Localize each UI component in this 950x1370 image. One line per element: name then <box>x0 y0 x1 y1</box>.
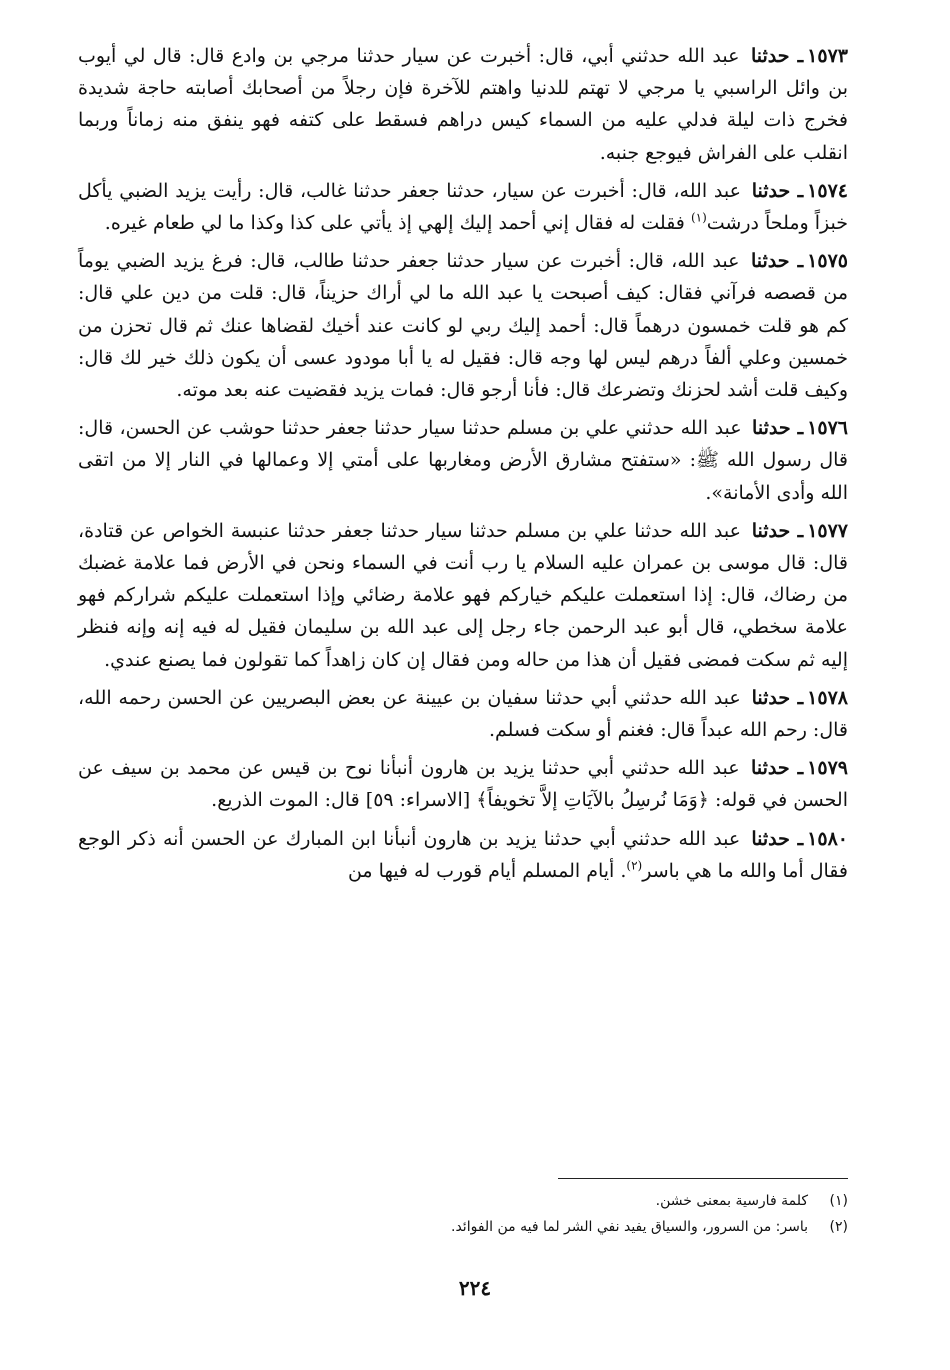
hadith-entry <box>78 40 848 169</box>
entry-heading: ـ حدثنا <box>751 519 804 542</box>
entry-number: ١٥٧٦ <box>807 417 848 440</box>
footnote-number: (٢) <box>829 1219 848 1235</box>
entry-text: عبد الله حدثنا علي بن مسلم حدثنا سيار حدثنا جعفر حدثنا عنبسة الخواص عن قتادة، قال: قال موسى بن عمران عليه السلام يا رب أنت في السماء ونحن في الأرض فما علامة غضبك من رضاك، قال: إذا استعملت عليكم خياركم فهو علامة رضائي وإذا استعملت عليكم شراركم فهو علامة سخطي، قال أبو عبد الرحمن جاء رجل إلى عبد الله بن سليمان فقيل له فيه إنه وإنه فنظر إليه ثم سكت فمضى فقيل أن هذا من حاله ومن فقال إن كان زاهداً كما تقولون فما يصنع عندي. <box>78 519 848 671</box>
entry-heading: ـ حدثنا <box>751 686 804 709</box>
entry-heading: ـ حدثنا <box>752 417 804 440</box>
hadith-entry <box>78 245 848 406</box>
entry-number: ١٥٧٥ <box>807 250 848 273</box>
footnote-number: (١) <box>829 1193 848 1209</box>
footnote <box>78 1214 848 1240</box>
entry-text: عبد الله حدثني أبي حدثنا سفيان بن عيينة عن بعض البصريين عن الحسن رحمه الله، قال: رحم الله عبداً قال: فغنم أو سكت فسلم. <box>78 686 848 742</box>
hadith-entry <box>78 515 848 676</box>
entry-text: عبد الله حدثني أبي حدثنا يزيد بن هارون أنبأنا نوح بن قيس عن محمد بن سيف عن الحسن في قوله: ﴿وَمَا نُرسِلُ بالآيَاتِ إلاَّ تخويفاً﴾ [الاسراء: ٥٩] قال: الموت الذريع. <box>78 757 848 812</box>
footnotes <box>78 1188 848 1240</box>
footnote-ref: (٢) <box>626 858 643 873</box>
entry-heading: ـ حدثنا <box>751 179 804 202</box>
entry-text: عبد الله حدثني أبي حدثنا يزيد بن هارون أنبأنا ابن المبارك عن الحسن أنه ذكر الوجع فقال أما والله ما هي باسر <box>78 827 848 882</box>
footnote-text: كلمة فارسية بمعنى خشن. <box>655 1193 808 1209</box>
entry-text: عبد الله حدثني علي بن مسلم حدثنا سيار حدثنا جعفر حدثنا حوشب عن الحسن، قال: قال رسول الله ﷺ: «ستفتح مشارق الأرض ومغاربها على أمتي إلا وعمالها في النار إلا من اتقى الله وأدى الأمانة». <box>78 417 848 504</box>
hadith-entry <box>78 752 848 816</box>
footnote-divider <box>558 1178 848 1179</box>
entry-heading: ـ حدثنا <box>751 827 804 850</box>
entry-number: ١٥٧٧ <box>807 519 849 542</box>
hadith-entry <box>78 682 848 746</box>
footnote-text: باسر: من السرور، والسياق يفيد نفي الشر لما فيه من الفوائد. <box>451 1219 808 1235</box>
entry-number: ١٥٨٠ <box>807 827 848 850</box>
hadith-entry <box>78 412 848 509</box>
footnote <box>78 1188 848 1214</box>
entry-text: عبد الله حدثني أبي، قال: أخبرت عن سيار حدثنا مرجي بن وادع قال: قال لي أيوب بن وائل الراسبي يا مرجي لا تهتم للدنيا واهتم للآخرة فإن رجلاً من أصحابك أصابته حاجة شديدة فخرج ذات ليلة فدلي عليه من السماء كيس دراهم فسقط على كتفه فهو ينفق منه زماناً وربما انقلب على الفراش فيوجع جنبه. <box>78 45 848 164</box>
entry-number: ١٥٧٩ <box>807 757 848 780</box>
entry-text: عبد الله، قال: أخبرت عن سيار، حدثنا جعفر حدثنا غالب، قال: رأيت يزيد الضبي يأكل خبزاً وملحاً درشت <box>78 179 848 235</box>
entry-text-cont: فقلت له فقال إني أحمد إليك إلهي إذ يأتي على كذا وكذا ما لي طعام غيره. <box>104 212 691 235</box>
entry-number: ١٥٧٨ <box>807 686 848 709</box>
page-number: ٢٢٤ <box>458 1276 492 1300</box>
hadith-entry <box>78 175 848 239</box>
main-text <box>78 40 848 893</box>
entry-text: عبد الله، قال: أخبرت عن سيار حدثنا جعفر حدثنا طالب، قال: فرغ يزيد الضبي يوماً من قصصه فرآني فقال: كيف أصبحت يا عبد الله ما لي أراك حزيناً، قال: قلت من دين علي قال: كم هو قلت خمسون درهماً قال: أحمد إليك ربي لو كانت عند أخيك لقضاها عنك ثم قال تحزن من خمسين وعلي ألفاً درهم ليس لها وجه قال: فقيل له يا أبا مودود عسى أن يكون ذلك خير لك قال: وكيف قلت أشد لحزنك وتضرعك قال: فأنا أرجو قال: فمات يزيد فقضيت عنه بعد موته. <box>78 250 848 402</box>
footnote-ref: (١) <box>690 210 707 225</box>
entry-number: ١٥٧٣ <box>807 45 848 67</box>
entry-text-cont: . أيام المسلم أيام قورب له فيها من <box>347 859 627 882</box>
entry-heading: ـ حدثنا <box>750 250 804 273</box>
hadith-entry <box>78 823 848 887</box>
entry-number: ١٥٧٤ <box>807 179 848 202</box>
entry-heading: ـ حدثنا <box>751 757 804 780</box>
entry-heading: ـ حدثنا <box>750 45 804 67</box>
